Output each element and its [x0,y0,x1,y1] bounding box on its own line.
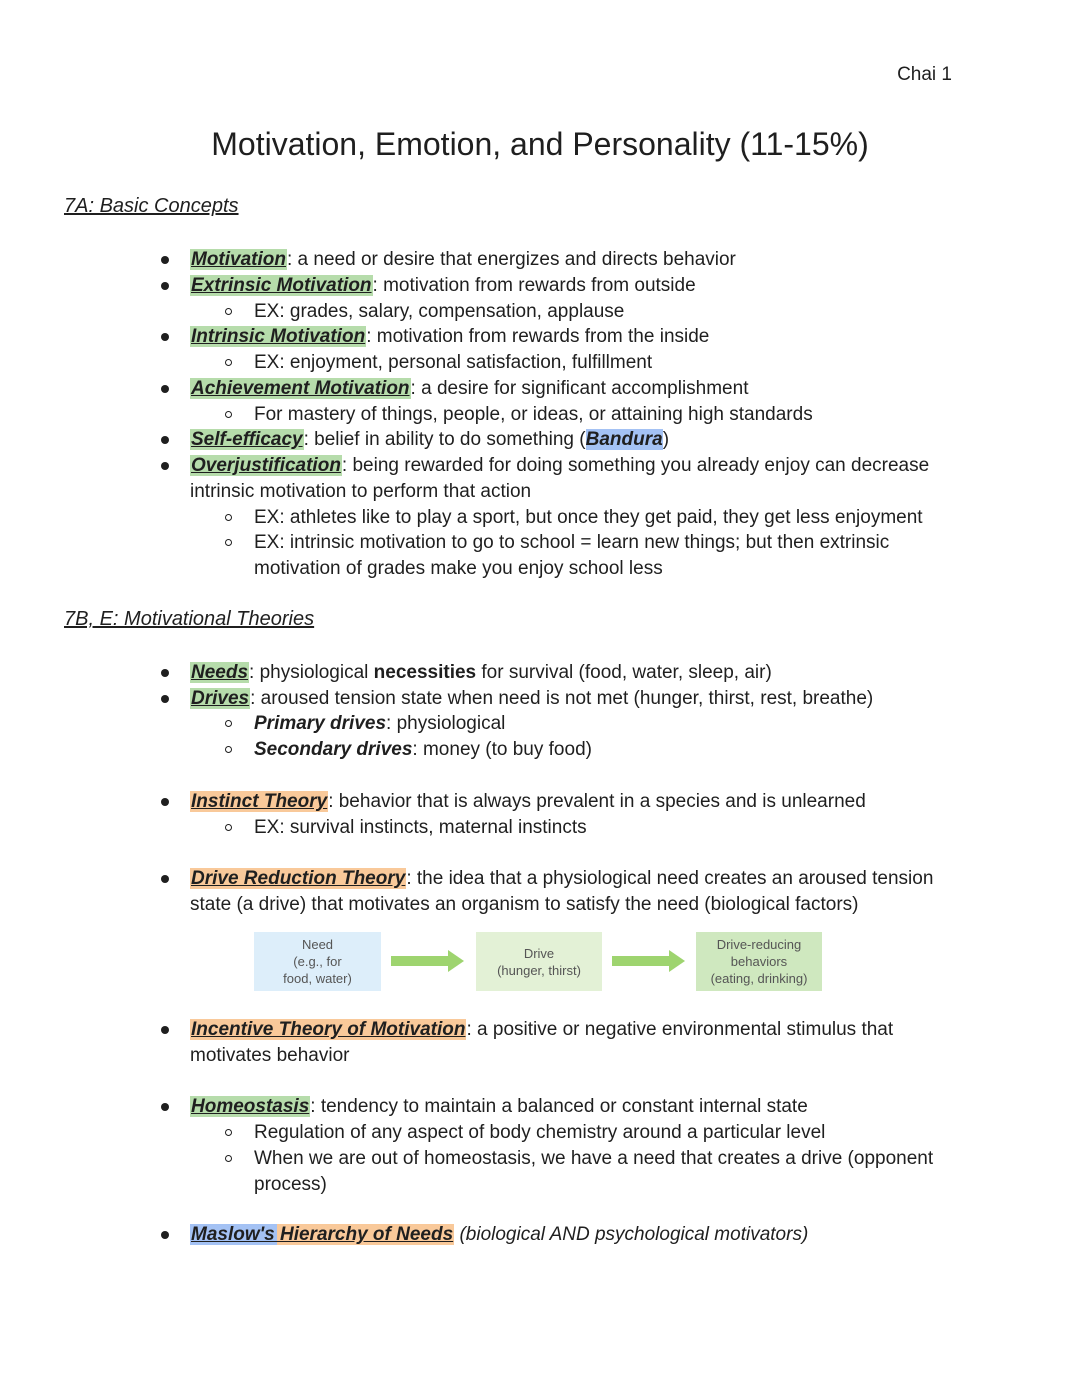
sub-bullet-icon [225,539,232,546]
list-item [190,1223,808,1247]
term-overjustification: Overjustification [191,455,341,476]
bullet-icon [161,798,169,806]
diagram-text: (eating, drinking) [710,971,808,986]
sub-item: EX: survival instincts, maternal instincts [254,817,587,838]
definition-text-end: ) [662,429,670,450]
definition-continuation: intrinsic motivation to perform that action [190,481,532,502]
sub-item: EX: grades, salary, compensation, applause [254,301,625,322]
diagram-text: Drive [523,945,555,961]
sub-item: EX: athletes like to play a sport, but once they get paid, they get less enjoyment [254,507,923,528]
diagram-text: behaviors [730,954,788,969]
bullet-icon [161,333,169,341]
term-drives: Drives [191,688,250,709]
sub-item: EX: enjoyment, personal satisfaction, fulfillment [254,352,653,373]
sub-item-text: : physiological [386,713,506,734]
section-heading-motivational-theories: 7B, E: Motivational Theories [64,608,315,630]
document-title: Motivation, Emotion, and Personality (11-15%) [211,126,869,162]
bullet-icon [161,875,169,883]
sub-bullet-icon [225,514,232,521]
definition-text: : aroused tension state when need is not met (hunger, thirst, rest, breathe) [250,688,874,709]
bullet-icon [161,385,169,393]
list-item [190,790,866,814]
list-item [190,454,929,478]
arrow-head-icon [669,950,685,972]
definition-text-end: for survival (food, water, sleep, air) [476,662,772,683]
sub-bullet-icon [225,359,232,366]
definition-text: : a desire for significant accomplishment [410,378,749,399]
list-item [190,1018,893,1042]
definition-text: : a need or desire that energizes and directs behavior [287,249,736,270]
sub-bullet-icon [225,720,232,727]
term-incentive-theory: Incentive Theory of Motivation [191,1019,466,1040]
arrow-head-icon [448,950,464,972]
sub-item [254,712,505,736]
sub-item: EX: intrinsic motivation to go to school = learn new things; but then extrinsic [254,532,890,553]
bullet-icon [161,1103,169,1111]
definition-text: : behavior that is always prevalent in a species and is unlearned [328,791,866,812]
term-drive-reduction-theory: Drive Reduction Theory [191,868,406,889]
list-item [190,274,696,298]
list-item [190,248,736,272]
definition-text: : motivation from rewards from outside [372,275,696,296]
list-item [190,867,933,891]
definition-text: : a positive or negative environmental stimulus that [466,1019,894,1040]
diagram-box-need [254,932,381,991]
diagram-text: (e.g., for [293,954,342,969]
label-primary-drives: Primary drives [254,713,387,734]
label-secondary-drives: Secondary drives [254,739,413,760]
sub-item [254,738,592,762]
bullet-icon [161,669,169,677]
bullet-icon [161,256,169,264]
term-needs: Needs [191,662,249,683]
definition-text: : physiological [249,662,374,683]
sub-item-text: : money (to buy food) [412,739,592,760]
term-achievement-motivation: Achievement Motivation [191,378,410,399]
sub-item-continuation: motivation of grades make you enjoy school less [254,558,663,579]
bullet-icon [161,695,169,703]
arrow-right-icon [612,956,670,966]
bullet-icon [161,1026,169,1034]
diagram-box-drive-reducing-behaviors [696,932,822,991]
list-item [190,325,709,349]
sub-bullet-icon [225,308,232,315]
person-name-bandura: Bandura [585,429,663,450]
term-intrinsic-motivation: Intrinsic Motivation [191,326,366,347]
term-self-efficacy: Self-efficacy [191,429,303,450]
bullet-icon [161,282,169,290]
section-heading-basic-concepts: 7A: Basic Concepts [64,195,239,217]
term-motivation: Motivation [191,249,286,270]
definition-continuation: motivates behavior [190,1045,350,1066]
term-homeostasis: Homeostasis [191,1096,310,1117]
sub-bullet-icon [225,1129,232,1136]
term-maslows-hierarchy: Maslow's Hierarchy of Needs [191,1224,454,1245]
sub-bullet-icon [225,824,232,831]
definition-text: : tendency to maintain a balanced or constant internal state [310,1096,808,1117]
diagram-text: (hunger, thirst) [497,962,581,978]
definition-text: : motivation from rewards from the inside [366,326,710,347]
sub-bullet-icon [225,1155,232,1162]
definition-text: (biological AND psychological motivators) [454,1224,809,1245]
bullet-icon [161,1231,169,1239]
sub-item: Regulation of any aspect of body chemistry around a particular level [254,1122,826,1143]
bullet-icon [161,436,169,444]
sub-bullet-icon [225,411,232,418]
diagram-text: Need [301,937,334,952]
page-header: Chai 1 [897,64,952,85]
sub-item-continuation: process) [254,1174,327,1195]
sub-item: For mastery of things, people, or ideas, or attaining high standards [254,404,813,425]
arrow-right-icon [391,956,449,966]
diagram-text: food, water) [283,971,352,986]
definition-text: : being rewarded for doing something you already enjoy can decrease [341,455,930,476]
list-item [190,687,873,711]
sub-item: When we are out of homeostasis, we have a need that creates a drive (opponent [254,1148,934,1169]
bold-word: necessities [373,662,477,683]
term-instinct-theory: Instinct Theory [191,791,328,812]
list-item [190,428,669,452]
bullet-icon [161,462,169,470]
definition-continuation: state (a drive) that motivates an organism to satisfy the need (biological factors) [190,894,859,915]
term-extrinsic-motivation: Extrinsic Motivation [191,275,372,296]
definition-text: : belief in ability to do something ( [303,429,586,450]
diagram-text: Drive-reducing [716,937,802,952]
diagram-box-drive [476,932,602,991]
list-item [190,377,748,401]
list-item [190,1095,808,1119]
definition-text: : the idea that a physiological need creates an aroused tension [406,868,934,889]
list-item [190,661,772,685]
sub-bullet-icon [225,746,232,753]
